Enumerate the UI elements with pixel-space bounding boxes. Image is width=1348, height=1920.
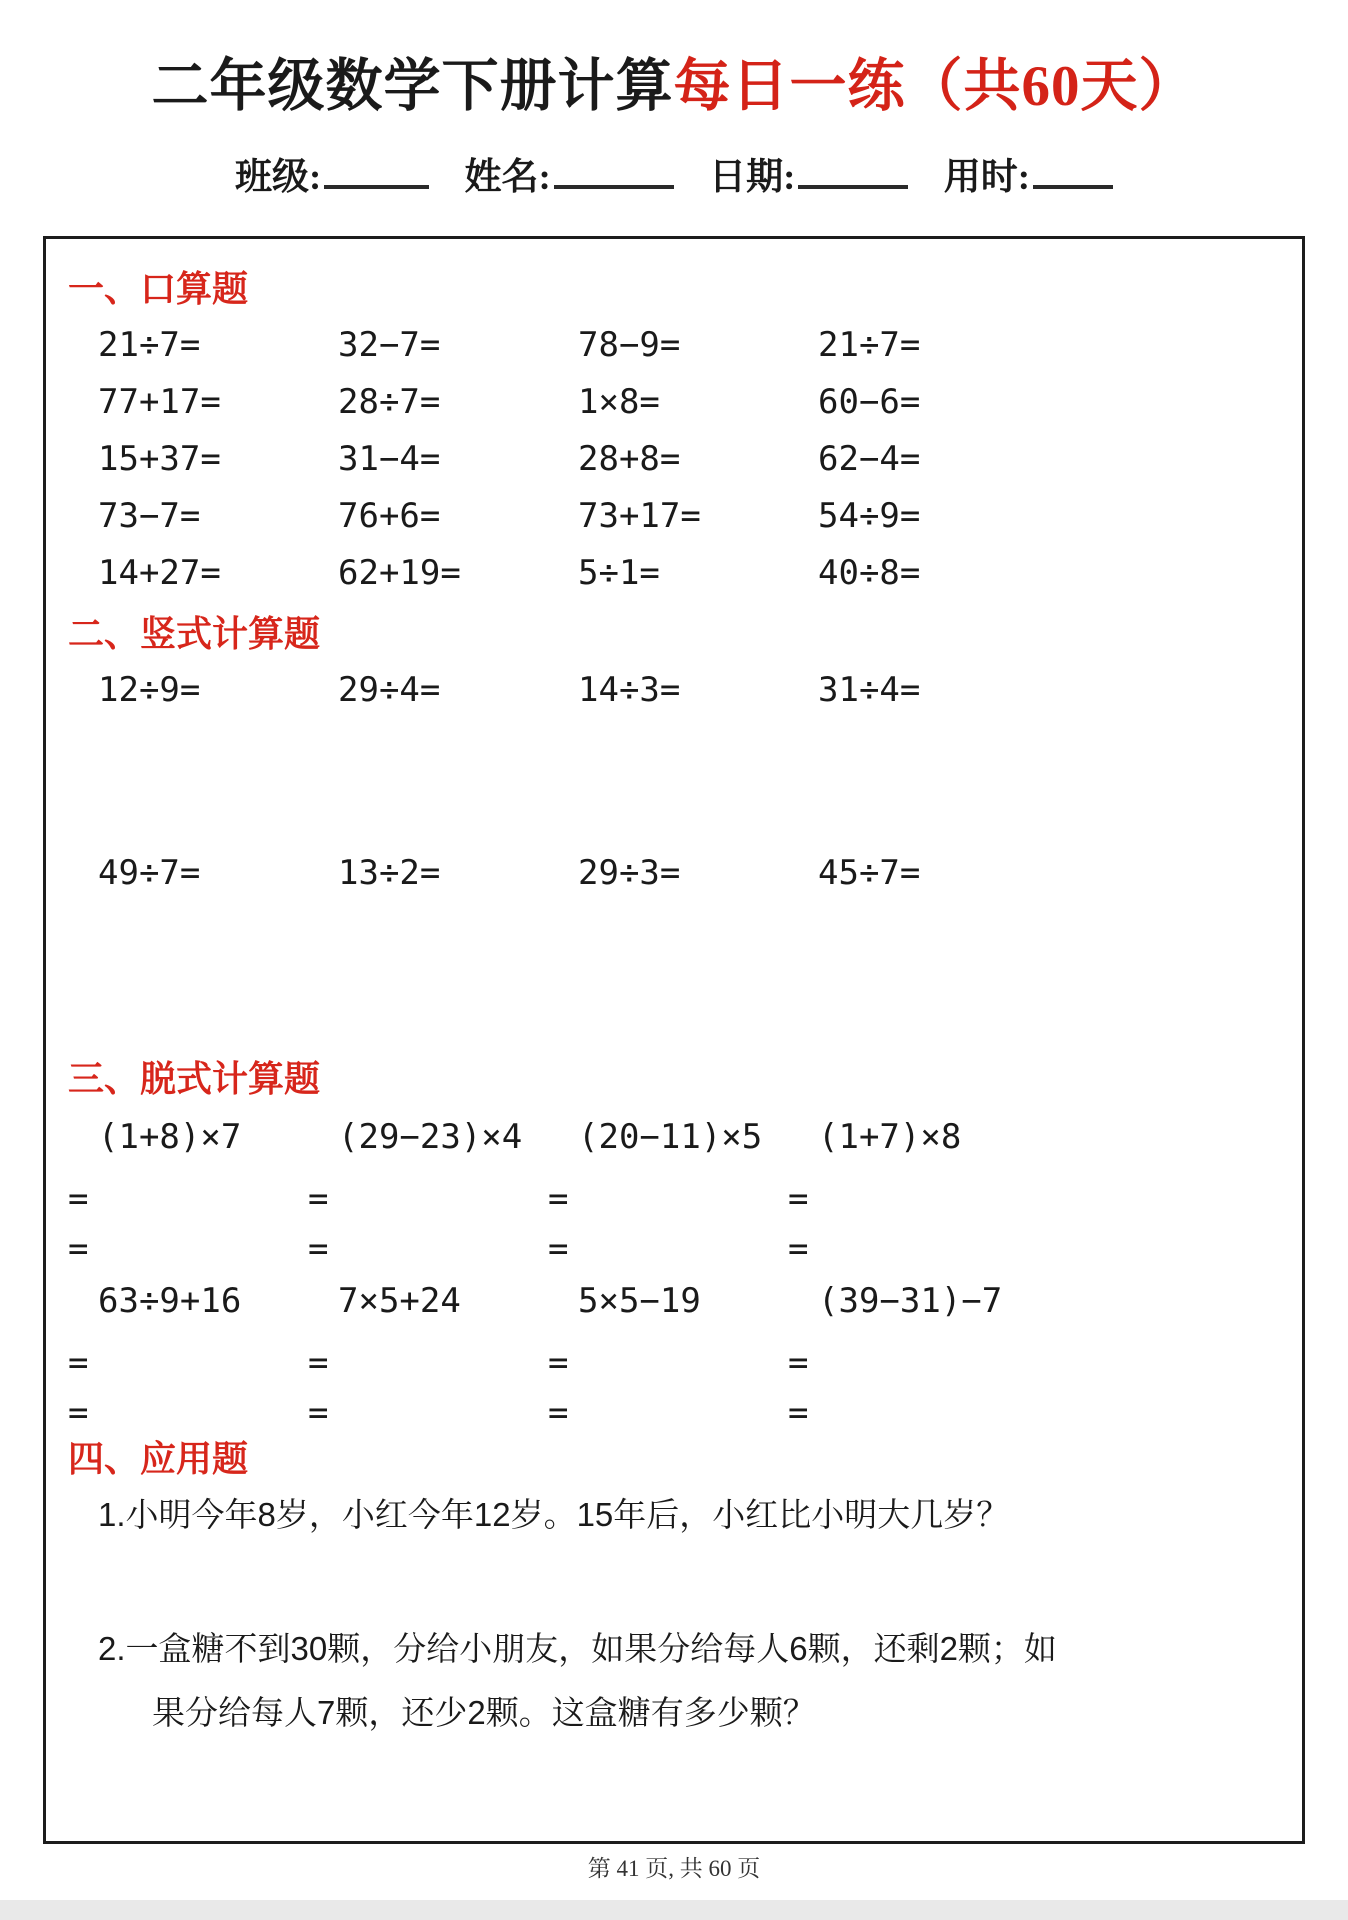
math-expression: (20−11)×5 xyxy=(578,1117,763,1157)
math-problem: 13÷2= xyxy=(338,853,441,893)
page-title-black: 二年级数学下册计算 xyxy=(151,55,674,118)
equals-sign: = xyxy=(548,1229,569,1269)
math-problem: 76+6= xyxy=(338,496,441,536)
equals-row xyxy=(46,1175,1302,1223)
equals-sign: = xyxy=(308,1179,329,1219)
page-number: 第 41 页, 共 60 页 xyxy=(587,1856,761,1881)
math-problem: 14+27= xyxy=(98,553,221,593)
word-problem-2-line-2: 果分给每人7颗，还少2颗。这盒糖有多少颗？ xyxy=(152,1694,816,1731)
equals-sign: = xyxy=(308,1393,329,1433)
equals-sign: = xyxy=(548,1179,569,1219)
math-problem: 31÷4= xyxy=(818,670,921,710)
worksheet-box xyxy=(43,236,1305,1844)
section-3-heading: 三、脱式计算题 xyxy=(68,1059,321,1099)
math-expression: (29−23)×4 xyxy=(338,1117,523,1157)
equals-row xyxy=(46,1339,1302,1387)
scan-edge-strip xyxy=(0,1900,1348,1920)
math-problem: 28÷7= xyxy=(338,382,441,422)
equals-sign: = xyxy=(788,1179,809,1219)
equals-sign: = xyxy=(548,1343,569,1383)
equals-sign: = xyxy=(788,1343,809,1383)
math-expression: (1+8)×7 xyxy=(98,1117,242,1157)
math-problem: 15+37= xyxy=(98,439,221,479)
math-problem: 45÷7= xyxy=(818,853,921,893)
vertical-problems-row-1 xyxy=(46,666,1302,714)
math-problem: 78−9= xyxy=(578,325,681,365)
equals-sign: = xyxy=(68,1179,89,1219)
math-problem: 28+8= xyxy=(578,439,681,479)
header-fields xyxy=(0,146,1348,200)
math-problem: 60−6= xyxy=(818,382,921,422)
math-problem: 12÷9= xyxy=(98,670,201,710)
equals-sign: = xyxy=(68,1393,89,1433)
oral-problems-grid xyxy=(46,317,1302,602)
equals-row xyxy=(46,1389,1302,1437)
equals-sign: = xyxy=(788,1229,809,1269)
math-problem: 77+17= xyxy=(98,382,221,422)
math-problem: 21÷7= xyxy=(98,325,201,365)
math-problem: 62+19= xyxy=(338,553,461,593)
page-title xyxy=(0,0,1348,122)
math-problem: 73+17= xyxy=(578,496,701,536)
equals-sign: = xyxy=(68,1343,89,1383)
section-2-heading: 二、竖式计算题 xyxy=(68,614,321,654)
section-4-heading: 四、应用题 xyxy=(68,1439,249,1479)
math-problem: 49÷7= xyxy=(98,853,201,893)
math-problem: 62−4= xyxy=(818,439,921,479)
math-problem: 14÷3= xyxy=(578,670,681,710)
math-problem: 5÷1= xyxy=(578,553,660,593)
equals-sign: = xyxy=(68,1229,89,1269)
math-problem: 73−7= xyxy=(98,496,201,536)
math-expression: (39−31)−7 xyxy=(818,1281,1003,1321)
math-problem: 21÷7= xyxy=(818,325,921,365)
stepwise-expressions-row-1 xyxy=(46,1113,1302,1161)
math-expression: (1+7)×8 xyxy=(818,1117,962,1157)
math-expression: 7×5+24 xyxy=(338,1281,461,1321)
page-title-red: 每日一练（共60天） xyxy=(673,55,1197,118)
equals-sign: = xyxy=(548,1393,569,1433)
vertical-problems-row-2 xyxy=(46,849,1302,897)
math-problem: 31−4= xyxy=(338,439,441,479)
class-field-label: 班级: xyxy=(234,157,322,198)
time-field-label: 用时: xyxy=(943,157,1031,198)
math-expression: 63÷9+16 xyxy=(98,1281,242,1321)
word-problem-2 xyxy=(46,1617,1302,1745)
equals-sign: = xyxy=(308,1343,329,1383)
equals-sign: = xyxy=(308,1229,329,1269)
name-field-label: 姓名: xyxy=(464,157,551,198)
math-problem: 29÷3= xyxy=(578,853,681,893)
name-field-blank xyxy=(554,179,674,189)
math-problem: 54÷9= xyxy=(818,496,921,536)
word-problem-2-line-1: 2.一盒糖不到30颗，分给小朋友，如果分给每人6颗，还剩2颗；如 xyxy=(98,1630,1057,1667)
section-1-heading: 一、口算题 xyxy=(68,269,249,309)
math-problem: 32−7= xyxy=(338,325,441,365)
stepwise-expressions-row-2 xyxy=(46,1277,1302,1325)
math-problem: 29÷4= xyxy=(338,670,441,710)
equals-row xyxy=(46,1225,1302,1273)
date-field-label: 日期: xyxy=(709,157,796,198)
math-problem: 40÷8= xyxy=(818,553,921,593)
math-problem: 1×8= xyxy=(578,382,660,422)
math-expression: 5×5−19 xyxy=(578,1281,701,1321)
date-field-blank xyxy=(798,179,908,189)
time-field-blank xyxy=(1033,179,1113,189)
equals-sign: = xyxy=(788,1393,809,1433)
word-problem-1: 1.小明今年8岁，小红今年12岁。15年后，小红比小明大几岁？ xyxy=(98,1496,1010,1533)
class-field-blank xyxy=(324,179,429,189)
